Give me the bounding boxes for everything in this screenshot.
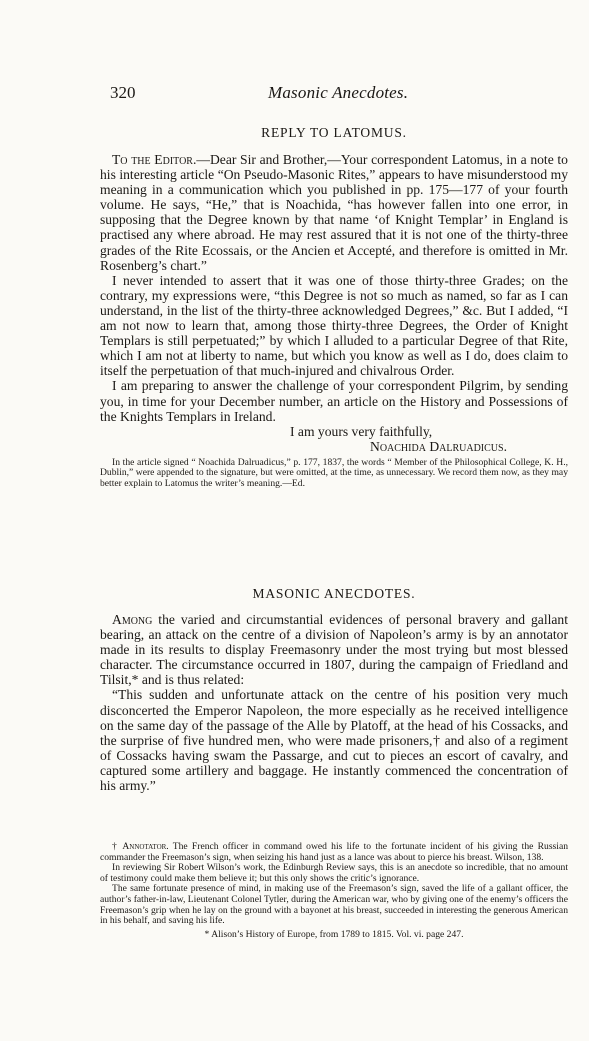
anecdotes-article — [100, 612, 568, 793]
anecdotes-paragraph-1: Among the varied and circumstantial evidences of personal bravery and gallant bearing, an attack on the centre of a division of Napoleon’s army is by an annotator made in its results to display Freemasonry under the most trying but most blessed character. The circumstance occurred in 1807, during the campaign of Friedland and Tilsit,* and is thus related: — [100, 612, 568, 688]
reply-signature: Noachida Dalruadicus. — [370, 438, 507, 454]
running-header — [110, 83, 589, 107]
reply-editor-note: In the article signed “ Noachida Dalruadicus,” p. 177, 1837, the words “ Member of the Philosophical College, K. H., Dublin,” were appended to the signature, but were omitted, at the time, as unnecessary. We record them now, as they may better explain to Latomus the writer’s meaning.—Ed. — [100, 456, 568, 490]
reply-paragraph-1: To the Editor.—Dear Sir and Brother,—Your correspondent Latomus, in a note to his interesting article “On Pseudo-Masonic Rites,” appears to have misunderstood my meaning in a communication which you published in pp. 175—177 of your fourth volume. He says, “He,” that is Noachida, “has however fallen into one error, in supposing that the Degree known by that name ‘of Knight Templar’ in England is practised any where abroad. He may rest assured that it is not one of the thirty-three grades of the Rite Ecossais, or the Ancien et Accepté, and therefore is omitted in Mr. Rosenberg’s chart.” — [100, 152, 568, 273]
reply-closing: I am yours very faithfully, — [290, 423, 433, 439]
reply-lead: To the Editor. — [112, 152, 197, 167]
footnote-alison: * Alison’s History of Europe, from 1789 to 1815. Vol. vi. page 247. — [204, 928, 464, 940]
reply-article — [100, 152, 568, 490]
footnote-review: In reviewing Sir Robert Wilson’s work, the Edinburgh Review says, this is an anecdote so incredible, that no amount of testimony could make them believe it; but this only shows the critic’s ignorance. — [100, 862, 568, 884]
page-number: 320 — [110, 83, 136, 102]
running-title: Masonic Anecdotes. — [268, 83, 409, 102]
reply-paragraph-2: I never intended to assert that it was one of those thirty-three Grades; on the contrary, my expressions were, “this Degree is not so much as named, so far as I can understand, in the list of the thirty-three acknowledged Degrees,” &c. But I added, “I am not now to learn that, among those thirty-three Degrees, the Order of Knight Templars is still perpetuated;” by which I alluded to a particular Degree of that Rite, which I am not at liberty to name, but which you know as well as I do, does claim to itself the perpetuation of that much-injured and chivalrous Order. — [100, 272, 568, 379]
anecdotes-paragraph-2: “This sudden and unfortunate attack on the centre of his position very much disconcerted the Emperor Napoleon, the more especially as he received intelligence on the same day of the passage of the Alle by Platoff, at the head of his Cossacks, and the surprise of five hundred men, who were made prisoners,† and also of a regiment of Cossacks having swam the Passarge, and cut to pieces an escort of cavalry, and captured some artillery and baggage. He instantly commenced the concentration of his army.” — [100, 687, 568, 794]
anecdotes-title: MASONIC ANECDOTES. — [252, 586, 416, 601]
reply-paragraph-3: I am preparing to answer the challenge of your correspondent Pilgrim, by sending you, in time for your December number, an article on the History and Possessions of the Knights Templars in Ireland. — [100, 378, 568, 424]
footnote-tytler: The same fortunate presence of mind, in making use of the Freemason’s sign, saved the life of a gallant officer, the author’s father-in-law, Lieutenant Colonel Tytler, during the American war, who by giving one of the enemy’s officers the Freemason’s grip when he lay on the ground with a bayonet at his breast, succeeded in interesting the generous American in his behalf, and saving his life. — [100, 883, 568, 927]
footnotes — [100, 842, 568, 940]
reply-title: REPLY TO LATOMUS. — [261, 125, 407, 140]
footnote-annotator: † Annotator. The French officer in command owed his life to the fortunate incident of his giving the Russian commander the Freemason’s sign, when seizing his hand just as a lance was about to pierce his breast. Wilson, 138. — [100, 841, 569, 863]
anecdotes-lead: Among — [112, 612, 153, 627]
